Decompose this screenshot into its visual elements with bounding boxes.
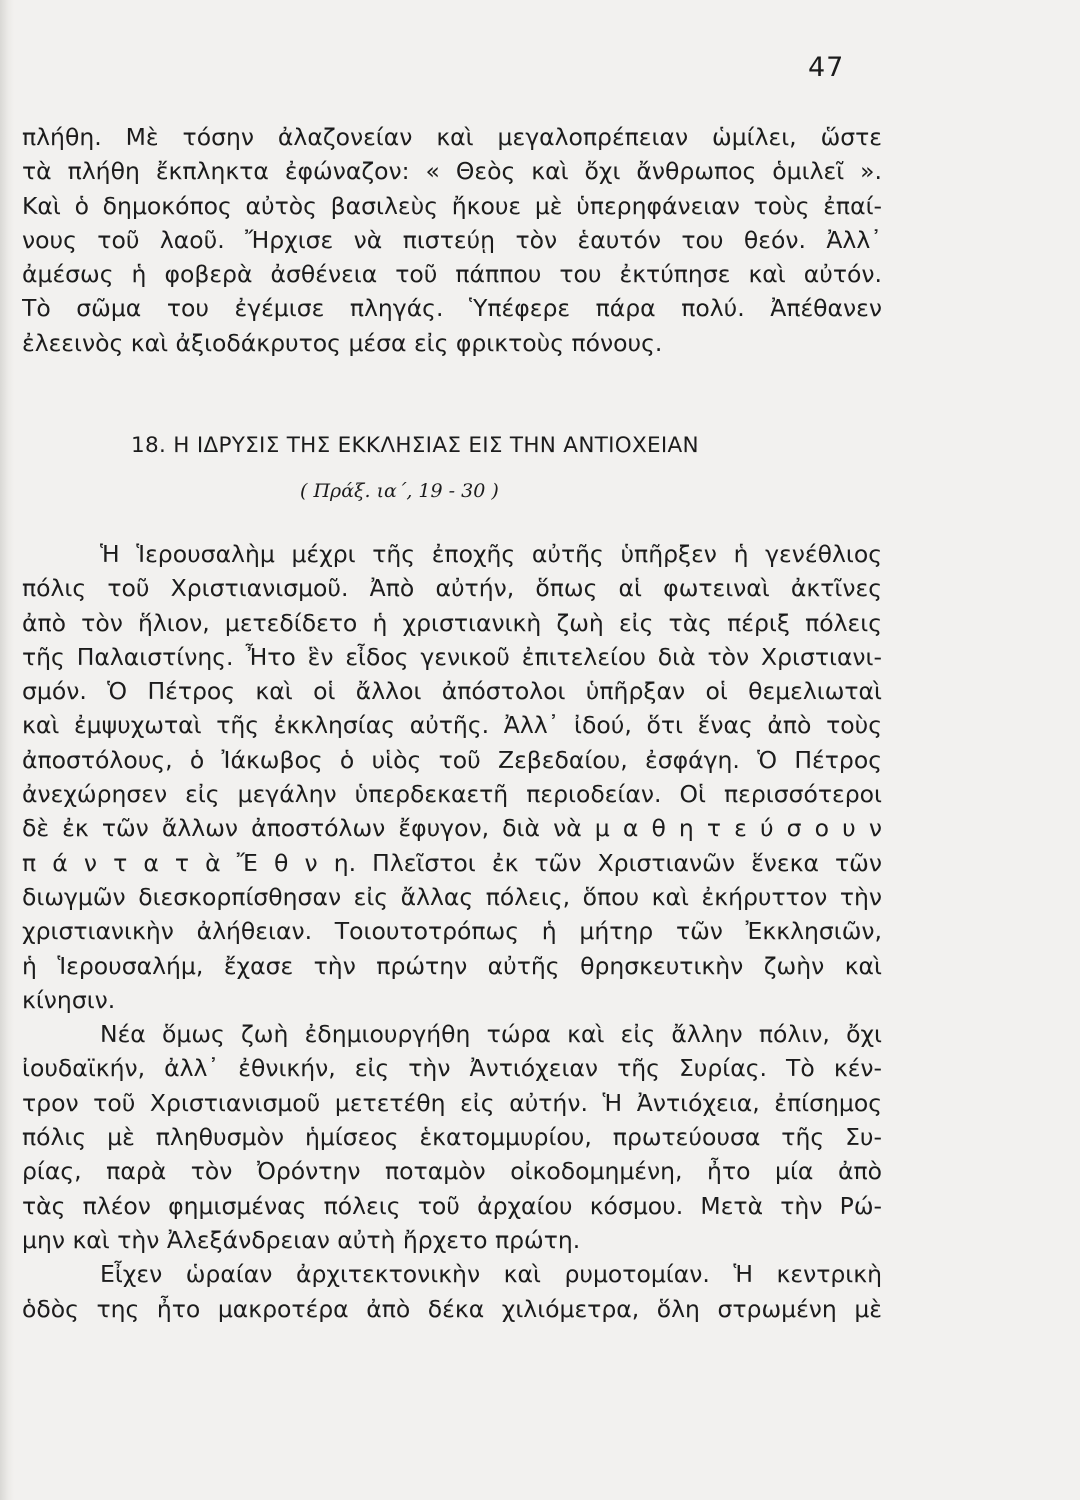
text-line: τὰς πλέον φημισμένας πόλεις τοῦ ἀρχαίου κόσμου. Μετὰ τὴν Ρώ- <box>22 1191 882 1220</box>
text-line: πόλις τοῦ Χριστιανισμοῦ. Ἀπὸ αὐτήν, ὅπως αἱ φωτειναὶ ἀκτῖνες <box>22 574 882 603</box>
section-heading: 18. Η ΙΔΡΥΣΙΣ ΤΗΣ ΕΚΚΛΗΣΙΑΣ ΕΙΣ ΤΗΝ ΑΝΤΙΟΧΕΙΑΝ <box>131 433 699 458</box>
text-line: μην καὶ τὴν Ἀλεξάνδρειαν αὐτὴ ἤρχετο πρώτη. <box>22 1225 581 1254</box>
scripture-reference: ( Πράξ. ια΄, 19 - 30 ) <box>300 480 499 502</box>
text-line: ἀμέσως ἡ φοβερὰ ἀσθένεια τοῦ πάππου του ἐκτύπησε καὶ αὐτόν. <box>22 260 882 289</box>
text-line: δὲ ἐκ τῶν ἄλλων ἀποστόλων ἔφυγον, διὰ νὰ μ α θ η τ ε ύ σ ο υ ν <box>22 814 882 843</box>
text-line: διωγμῶν διεσκορπίσθησαν εἰς ἄλλας πόλεις, ὅπου καὶ ἐκήρυττον τὴν <box>22 882 882 911</box>
text-line: Καὶ ὁ δημοκόπος αὐτὸς βασιλεὺς ἤκουε μὲ ὑπερηφάνειαν τοὺς ἐπαί- <box>22 191 882 220</box>
text-line: καὶ ἐμψυχωταὶ τῆς ἐκκλησίας αὐτῆς. Ἀλλ᾿ ἰδού, ὅτι ἕνας ἀπὸ τοὺς <box>22 711 882 740</box>
text-line: χριστιανικὴν ἀλήθειαν. Τοιουτοτρόπως ἡ μήτηρ τῶν Ἐκκλησιῶν, <box>22 917 882 946</box>
text-line: π ά ν τ α τ ὰ Ἔ θ ν η. Πλεῖστοι ἐκ τῶν Χριστιανῶν ἕνεκα τῶν <box>22 848 882 877</box>
page-number: 47 <box>808 52 845 83</box>
text-line: σμόν. Ὁ Πέτρος καὶ οἱ ἄλλοι ἀπόστολοι ὑπῆρξαν οἱ θεμελιωταὶ <box>22 677 882 706</box>
paragraph-continued <box>22 120 882 360</box>
text-line: πόλις μὲ πληθυσμὸν ἡμίσεος ἑκατομμυρίου, πρωτεύουσα τῆς Συ- <box>22 1123 882 1152</box>
text-line: τῆς Παλαιστίνης. Ἦτο ἓν εἶδος γενικοῦ ἐπιτελείου διὰ τὸν Χριστιανι- <box>22 642 882 671</box>
text-line: ἰουδαϊκήν, ἀλλ᾿ ἐθνικήν, εἰς τὴν Ἀντιόχειαν τῆς Συρίας. Τὸ κέν- <box>22 1054 882 1083</box>
text-line: Νέα ὅμως ζωὴ ἐδημιουργήθη τώρα καὶ εἰς ἄλλην πόλιν, ὄχι <box>100 1020 882 1049</box>
text-line: τὰ πλήθη ἔκπληκτα ἐφώναζον: « Θεὸς καὶ ὄχι ἄνθρωπος ὁμιλεῖ ». <box>22 157 882 186</box>
text-line: ἐλεεινὸς καὶ ἀξιοδάκρυτος μέσα εἰς φρικτοὺς πόνους. <box>22 328 663 357</box>
binding-edge <box>0 0 14 1500</box>
text-line: Τὸ σῶμα του ἐγέμισε πληγάς. Ὑπέφερε πάρα πολύ. Ἀπέθανεν <box>22 294 882 323</box>
text-line: κίνησιν. <box>22 985 116 1014</box>
text-line: ἀποστόλους, ὁ Ἰάκωβος ὁ υἱὸς τοῦ Ζεβεδαίου, ἐσφάγη. Ὁ Πέτρος <box>22 745 882 774</box>
text-line: ἀνεχώρησεν εἰς μεγάλην ὑπερδεκαετῆ περιοδείαν. Οἱ περισσότεροι <box>22 780 882 809</box>
text-line: Εἶχεν ὡραίαν ἀρχιτεκτονικὴν καὶ ρυμοτομίαν. Ἡ κεντρικὴ <box>100 1260 882 1289</box>
section-body <box>22 537 882 1326</box>
text-line: τρον τοῦ Χριστιανισμοῦ μετετέθη εἰς αὐτήν. Ἡ Ἀντιόχεια, ἐπίσημος <box>22 1088 882 1117</box>
text-line: ἀπὸ τὸν ἥλιον, μετεδίδετο ἡ χριστιανικὴ ζωὴ εἰς τὰς πέριξ πόλεις <box>22 608 882 637</box>
text-line: νους τοῦ λαοῦ. Ἤρχισε νὰ πιστεύῃ τὸν ἑαυτόν του θεόν. Ἀλλ᾿ <box>22 225 882 254</box>
text-line: Ἡ Ἱερουσαλὴμ μέχρι τῆς ἐποχῆς αὐτῆς ὑπῆρξεν ἡ γενέθλιος <box>100 540 882 568</box>
text-line: ὁδὸς της ἦτο μακροτέρα ἀπὸ δέκα χιλιόμετρα, ὅλη στρωμένη μὲ <box>22 1294 882 1323</box>
text-line: ρίας, παρὰ τὸν Ὀρόντην ποταμὸν οἰκοδομημένη, ἦτο μία ἀπὸ <box>22 1157 882 1186</box>
text-line: ἡ Ἱερουσαλήμ, ἔχασε τὴν πρώτην αὐτῆς θρησκευτικὴν ζωὴν καὶ <box>22 951 882 980</box>
text-line: πλήθη. Μὲ τόσην ἀλαζονείαν καὶ μεγαλοπρέπειαν ὡμίλει, ὥστε <box>22 123 882 151</box>
